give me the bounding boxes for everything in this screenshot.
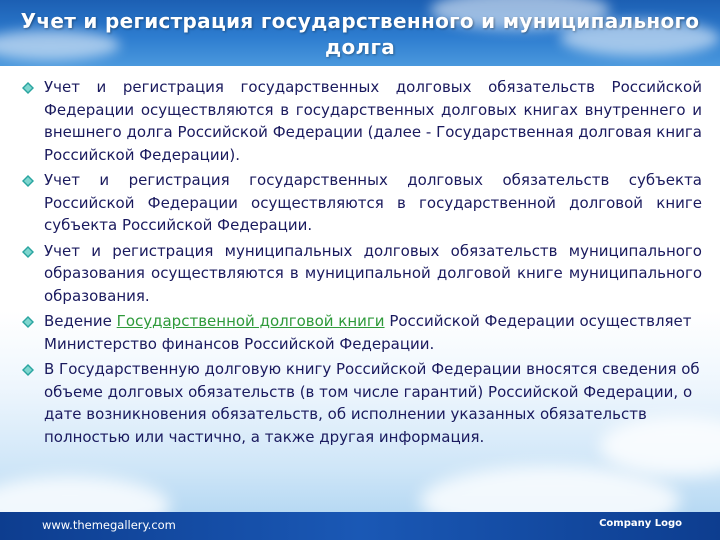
- slide-footer: [0, 512, 720, 540]
- diamond-bullet-icon: [22, 316, 34, 328]
- footer-url[interactable]: www.themegallery.com: [42, 518, 176, 532]
- list-item: [20, 240, 702, 308]
- debt-book-link[interactable]: Государственной долговой книги: [116, 312, 385, 330]
- bullet-text: В Государственную долговую книгу Российской Федерации вносятся сведения об объеме долговых обязательств (в том числе гарантий) Российской Федерации, о дате возникновения обязательств, об исполнении указанных обязательств полностью или частично, а также другая информация.: [44, 360, 700, 446]
- bullet-text-prefix: Ведение: [44, 312, 117, 330]
- list-item: [20, 310, 702, 355]
- list-item: [20, 76, 702, 166]
- slide-header: [0, 0, 720, 66]
- bullet-text-suffix: Российской Федерации осуществляет Министерство финансов Российской Федерации.: [44, 312, 692, 353]
- bullet-list: [20, 76, 702, 451]
- diamond-bullet-icon: [22, 82, 34, 94]
- list-item: [20, 358, 702, 448]
- cloud-decoration: [0, 476, 170, 512]
- bullet-text: Учет и регистрация муниципальных долговых обязательств муниципального образования осуществляются в муниципальной долговой книге муниципального образования.: [44, 241, 702, 305]
- bullet-text: Учет и регистрация государственных долговых обязательств Российской Федерации осуществляются в государственных долговых книгах внутреннего и внешнего долга Российской Федерации (далее - Государственная долговая книга Российской Федерации).: [44, 78, 702, 164]
- cloud-decoration: [420, 466, 680, 512]
- diamond-bullet-icon: [22, 175, 34, 187]
- slide-body: [0, 66, 720, 512]
- company-logo: Company Logo: [599, 518, 682, 529]
- slide-title: Учет и регистрация государственного и муниципального долга: [20, 9, 700, 59]
- list-item: [20, 169, 702, 237]
- diamond-bullet-icon: [22, 364, 34, 376]
- diamond-bullet-icon: [22, 246, 34, 258]
- bullet-text: Учет и регистрация государственных долговых обязательств субъекта Российской Федерации осуществляются в государственной долговой книге субъекта Российской Федерации.: [44, 171, 702, 234]
